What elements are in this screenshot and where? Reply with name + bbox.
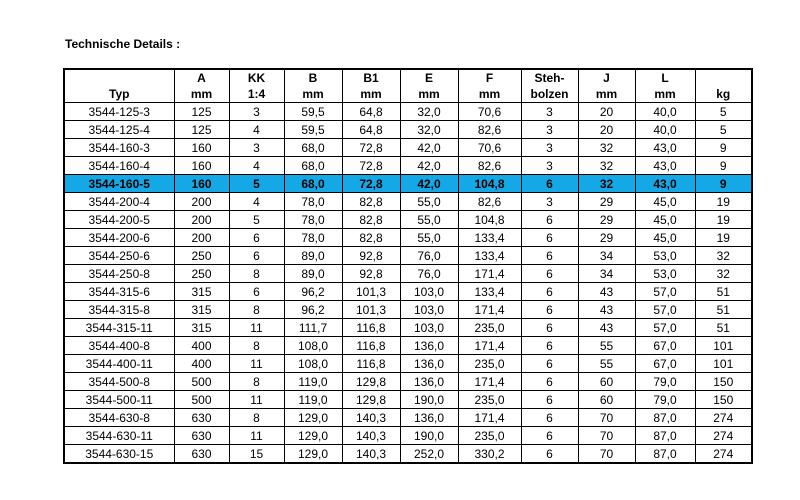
table-cell: 190,0 <box>400 427 458 445</box>
table-cell: 125 <box>174 103 229 121</box>
table-cell: 40,0 <box>635 121 695 139</box>
table-row <box>64 373 752 391</box>
table-cell: 315 <box>174 319 229 337</box>
table-cell: 6 <box>521 211 578 229</box>
table-cell: 82,8 <box>342 211 400 229</box>
table-cell: 76,0 <box>400 247 458 265</box>
table-body <box>64 103 752 464</box>
table-cell: 150 <box>695 391 752 409</box>
table-cell: 89,0 <box>284 265 342 283</box>
column-header-top: J <box>578 69 635 86</box>
table-cell: 55 <box>578 337 635 355</box>
column-header-bottom: kg <box>695 86 752 103</box>
table-cell: 42,0 <box>400 157 458 175</box>
table-cell: 108,0 <box>284 355 342 373</box>
table-row <box>64 427 752 445</box>
table-cell: 82,6 <box>458 121 521 139</box>
type-cell: 3544-160-3 <box>64 139 174 157</box>
table-cell: 43 <box>578 283 635 301</box>
table-cell: 53,0 <box>635 247 695 265</box>
table-cell: 5 <box>695 103 752 121</box>
table-cell: 60 <box>578 373 635 391</box>
table-cell: 96,2 <box>284 301 342 319</box>
table-cell: 6 <box>521 247 578 265</box>
type-cell: 3544-630-11 <box>64 427 174 445</box>
table-cell: 43,0 <box>635 139 695 157</box>
table-cell: 64,8 <box>342 103 400 121</box>
table-cell: 6 <box>521 355 578 373</box>
table-cell: 171,4 <box>458 373 521 391</box>
type-cell: 3544-500-8 <box>64 373 174 391</box>
table-cell: 136,0 <box>400 337 458 355</box>
type-cell: 3544-250-8 <box>64 265 174 283</box>
table-cell: 129,8 <box>342 391 400 409</box>
table-cell: 59,5 <box>284 121 342 139</box>
table-cell: 171,4 <box>458 301 521 319</box>
table-cell: 140,3 <box>342 445 400 464</box>
table-cell: 133,4 <box>458 283 521 301</box>
table-cell: 32,0 <box>400 103 458 121</box>
table-cell: 82,6 <box>458 193 521 211</box>
table-cell: 9 <box>695 175 752 193</box>
technical-details-table <box>63 68 753 464</box>
table-cell: 67,0 <box>635 355 695 373</box>
table-cell: 3 <box>521 139 578 157</box>
type-cell: 3544-160-5 <box>64 175 174 193</box>
table-cell: 8 <box>229 373 284 391</box>
type-cell: 3544-160-4 <box>64 157 174 175</box>
table-cell: 140,3 <box>342 409 400 427</box>
table-row <box>64 157 752 175</box>
table-cell: 160 <box>174 157 229 175</box>
table-cell: 51 <box>695 283 752 301</box>
column-header-top: B1 <box>342 69 400 86</box>
table-cell: 11 <box>229 391 284 409</box>
table-cell: 43 <box>578 319 635 337</box>
table-cell: 89,0 <box>284 247 342 265</box>
table-cell: 500 <box>174 391 229 409</box>
table-cell: 70 <box>578 445 635 464</box>
table-cell: 67,0 <box>635 337 695 355</box>
table-row <box>64 103 752 121</box>
table-cell: 64,8 <box>342 121 400 139</box>
column-header-bottom: mm <box>635 86 695 103</box>
table-cell: 51 <box>695 319 752 337</box>
table-row <box>64 337 752 355</box>
table-cell: 59,5 <box>284 103 342 121</box>
table-cell: 116,8 <box>342 337 400 355</box>
type-cell: 3544-630-15 <box>64 445 174 464</box>
table-cell: 103,0 <box>400 319 458 337</box>
table-cell: 136,0 <box>400 355 458 373</box>
table-cell: 5 <box>229 175 284 193</box>
table-cell: 250 <box>174 265 229 283</box>
table-cell: 235,0 <box>458 355 521 373</box>
table-cell: 60 <box>578 391 635 409</box>
header-row-bottom <box>64 86 752 103</box>
type-cell: 3544-315-11 <box>64 319 174 337</box>
table-row <box>64 247 752 265</box>
table-cell: 274 <box>695 445 752 464</box>
table-cell: 79,0 <box>635 373 695 391</box>
table-cell: 68,0 <box>284 157 342 175</box>
table-row <box>64 229 752 247</box>
table-cell: 116,8 <box>342 355 400 373</box>
table-cell: 32 <box>578 175 635 193</box>
table-cell: 78,0 <box>284 229 342 247</box>
table-cell: 6 <box>229 247 284 265</box>
table-cell: 6 <box>521 391 578 409</box>
table-cell: 34 <box>578 265 635 283</box>
table-cell: 55 <box>578 355 635 373</box>
table-cell: 274 <box>695 409 752 427</box>
table-cell: 11 <box>229 427 284 445</box>
table-cell: 72,8 <box>342 139 400 157</box>
table-row <box>64 193 752 211</box>
table-cell: 630 <box>174 445 229 464</box>
table-cell: 6 <box>521 337 578 355</box>
table-cell: 87,0 <box>635 409 695 427</box>
table-cell: 6 <box>521 373 578 391</box>
table-cell: 43,0 <box>635 175 695 193</box>
table-cell: 111,7 <box>284 319 342 337</box>
table-cell: 55,0 <box>400 193 458 211</box>
table-cell: 34 <box>578 247 635 265</box>
table-cell: 101,3 <box>342 283 400 301</box>
table-row <box>64 445 752 464</box>
table-cell: 630 <box>174 409 229 427</box>
table-header <box>64 69 752 103</box>
table-cell: 200 <box>174 229 229 247</box>
table-row <box>64 265 752 283</box>
table-cell: 190,0 <box>400 391 458 409</box>
table-cell: 235,0 <box>458 427 521 445</box>
column-header-top <box>695 69 752 86</box>
table-cell: 103,0 <box>400 283 458 301</box>
table-cell: 32 <box>578 157 635 175</box>
table-cell: 96,2 <box>284 283 342 301</box>
table-cell: 57,0 <box>635 319 695 337</box>
table-cell: 8 <box>229 337 284 355</box>
column-header-top <box>64 69 174 86</box>
table-cell: 171,4 <box>458 265 521 283</box>
table-cell: 5 <box>229 211 284 229</box>
table-cell: 140,3 <box>342 427 400 445</box>
table-cell: 82,6 <box>458 157 521 175</box>
table-cell: 160 <box>174 139 229 157</box>
column-header-bottom: mm <box>400 86 458 103</box>
type-cell: 3544-400-8 <box>64 337 174 355</box>
table-cell: 6 <box>521 409 578 427</box>
table-cell: 79,0 <box>635 391 695 409</box>
table-cell: 129,0 <box>284 445 342 464</box>
table-cell: 11 <box>229 319 284 337</box>
table-cell: 53,0 <box>635 265 695 283</box>
type-cell: 3544-125-3 <box>64 103 174 121</box>
table-cell: 42,0 <box>400 175 458 193</box>
table-cell: 3 <box>521 157 578 175</box>
table-cell: 133,4 <box>458 229 521 247</box>
table-cell: 82,8 <box>342 193 400 211</box>
table-cell: 3 <box>521 193 578 211</box>
table-cell: 160 <box>174 175 229 193</box>
table-cell: 6 <box>521 175 578 193</box>
table-cell: 108,0 <box>284 337 342 355</box>
table-cell: 6 <box>229 283 284 301</box>
table-cell: 70,6 <box>458 103 521 121</box>
table-row <box>64 139 752 157</box>
table-row <box>64 391 752 409</box>
column-header-bottom: mm <box>458 86 521 103</box>
table-cell: 92,8 <box>342 265 400 283</box>
table-cell: 133,4 <box>458 247 521 265</box>
header-row-top <box>64 69 752 86</box>
table-cell: 171,4 <box>458 409 521 427</box>
table-cell: 8 <box>229 301 284 319</box>
table-cell: 116,8 <box>342 319 400 337</box>
table-cell: 6 <box>521 427 578 445</box>
table-cell: 235,0 <box>458 391 521 409</box>
table-cell: 171,4 <box>458 337 521 355</box>
table-cell: 3 <box>521 121 578 139</box>
column-header-top: F <box>458 69 521 86</box>
table-cell: 57,0 <box>635 283 695 301</box>
table-cell: 32,0 <box>400 121 458 139</box>
table-cell: 55,0 <box>400 229 458 247</box>
column-header-bottom: Typ <box>64 86 174 103</box>
table-cell: 19 <box>695 211 752 229</box>
table-cell: 43 <box>578 301 635 319</box>
table-cell: 630 <box>174 427 229 445</box>
table-row <box>64 409 752 427</box>
table-cell: 57,0 <box>635 301 695 319</box>
table-cell: 78,0 <box>284 193 342 211</box>
column-header-top: B <box>284 69 342 86</box>
table-cell: 104,8 <box>458 175 521 193</box>
table-cell: 19 <box>695 193 752 211</box>
table-cell: 330,2 <box>458 445 521 464</box>
table-cell: 72,8 <box>342 175 400 193</box>
type-cell: 3544-125-4 <box>64 121 174 139</box>
column-header-top: L <box>635 69 695 86</box>
table-cell: 119,0 <box>284 391 342 409</box>
table-cell: 129,0 <box>284 409 342 427</box>
column-header-bottom: 1:4 <box>229 86 284 103</box>
table-cell: 250 <box>174 247 229 265</box>
table-cell: 150 <box>695 373 752 391</box>
table-cell: 45,0 <box>635 193 695 211</box>
type-cell: 3544-315-8 <box>64 301 174 319</box>
type-cell: 3544-315-6 <box>64 283 174 301</box>
table-cell: 87,0 <box>635 427 695 445</box>
column-header-top: KK <box>229 69 284 86</box>
table-row <box>64 355 752 373</box>
table-cell: 11 <box>229 355 284 373</box>
table-cell: 6 <box>521 283 578 301</box>
table-cell: 315 <box>174 301 229 319</box>
column-header-top: E <box>400 69 458 86</box>
table-cell: 3 <box>229 139 284 157</box>
table-cell: 72,8 <box>342 157 400 175</box>
table-cell: 103,0 <box>400 301 458 319</box>
table-cell: 20 <box>578 121 635 139</box>
table-cell: 101 <box>695 337 752 355</box>
table-cell: 400 <box>174 337 229 355</box>
table-cell: 3 <box>229 103 284 121</box>
table-cell: 101,3 <box>342 301 400 319</box>
type-cell: 3544-400-11 <box>64 355 174 373</box>
table-cell: 29 <box>578 229 635 247</box>
table-cell: 274 <box>695 427 752 445</box>
table-cell: 500 <box>174 373 229 391</box>
table-cell: 68,0 <box>284 139 342 157</box>
table-cell: 8 <box>229 265 284 283</box>
table-cell: 129,0 <box>284 427 342 445</box>
table-cell: 32 <box>578 139 635 157</box>
table-cell: 45,0 <box>635 211 695 229</box>
table-cell: 8 <box>229 409 284 427</box>
table-cell: 235,0 <box>458 319 521 337</box>
table-row <box>64 283 752 301</box>
type-cell: 3544-200-6 <box>64 229 174 247</box>
table-cell: 42,0 <box>400 139 458 157</box>
column-header-top: A <box>174 69 229 86</box>
table-cell: 6 <box>521 229 578 247</box>
table-cell: 6 <box>521 319 578 337</box>
table-cell: 70,6 <box>458 139 521 157</box>
table-cell: 129,8 <box>342 373 400 391</box>
column-header-top: Steh- <box>521 69 578 86</box>
table-cell: 136,0 <box>400 373 458 391</box>
table-cell: 20 <box>578 103 635 121</box>
table-row-highlighted <box>64 175 752 193</box>
column-header-bottom: mm <box>342 86 400 103</box>
table-cell: 6 <box>521 445 578 464</box>
table-cell: 4 <box>229 193 284 211</box>
table-cell: 87,0 <box>635 445 695 464</box>
page-title: Technische Details : <box>65 37 181 51</box>
table-cell: 4 <box>229 157 284 175</box>
table-row <box>64 301 752 319</box>
table-cell: 68,0 <box>284 175 342 193</box>
type-cell: 3544-200-5 <box>64 211 174 229</box>
table-cell: 119,0 <box>284 373 342 391</box>
column-header-bottom: bolzen <box>521 86 578 103</box>
table-cell: 400 <box>174 355 229 373</box>
table-cell: 5 <box>695 121 752 139</box>
table-cell: 6 <box>521 301 578 319</box>
type-cell: 3544-250-6 <box>64 247 174 265</box>
table-cell: 82,8 <box>342 229 400 247</box>
table-cell: 55,0 <box>400 211 458 229</box>
table-cell: 15 <box>229 445 284 464</box>
table-cell: 29 <box>578 211 635 229</box>
table-cell: 70 <box>578 427 635 445</box>
column-header-bottom: mm <box>578 86 635 103</box>
table-cell: 70 <box>578 409 635 427</box>
table-cell: 92,8 <box>342 247 400 265</box>
table-cell: 40,0 <box>635 103 695 121</box>
table-cell: 51 <box>695 301 752 319</box>
table-cell: 43,0 <box>635 157 695 175</box>
table-cell: 200 <box>174 211 229 229</box>
type-cell: 3544-630-8 <box>64 409 174 427</box>
table-cell: 125 <box>174 121 229 139</box>
table-cell: 200 <box>174 193 229 211</box>
type-cell: 3544-200-4 <box>64 193 174 211</box>
table-cell: 32 <box>695 265 752 283</box>
table-cell: 32 <box>695 247 752 265</box>
table-cell: 136,0 <box>400 409 458 427</box>
table-cell: 252,0 <box>400 445 458 464</box>
table-cell: 6 <box>229 229 284 247</box>
table-cell: 315 <box>174 283 229 301</box>
table-cell: 6 <box>521 265 578 283</box>
table-row <box>64 319 752 337</box>
table-cell: 19 <box>695 229 752 247</box>
table-cell: 101 <box>695 355 752 373</box>
table-row <box>64 211 752 229</box>
table-cell: 29 <box>578 193 635 211</box>
type-cell: 3544-500-11 <box>64 391 174 409</box>
column-header-bottom: mm <box>284 86 342 103</box>
table-row <box>64 121 752 139</box>
table-cell: 104,8 <box>458 211 521 229</box>
table-cell: 4 <box>229 121 284 139</box>
table-cell: 9 <box>695 139 752 157</box>
table-cell: 3 <box>521 103 578 121</box>
table-cell: 45,0 <box>635 229 695 247</box>
column-header-bottom: mm <box>174 86 229 103</box>
table-cell: 9 <box>695 157 752 175</box>
table-cell: 78,0 <box>284 211 342 229</box>
table-cell: 76,0 <box>400 265 458 283</box>
